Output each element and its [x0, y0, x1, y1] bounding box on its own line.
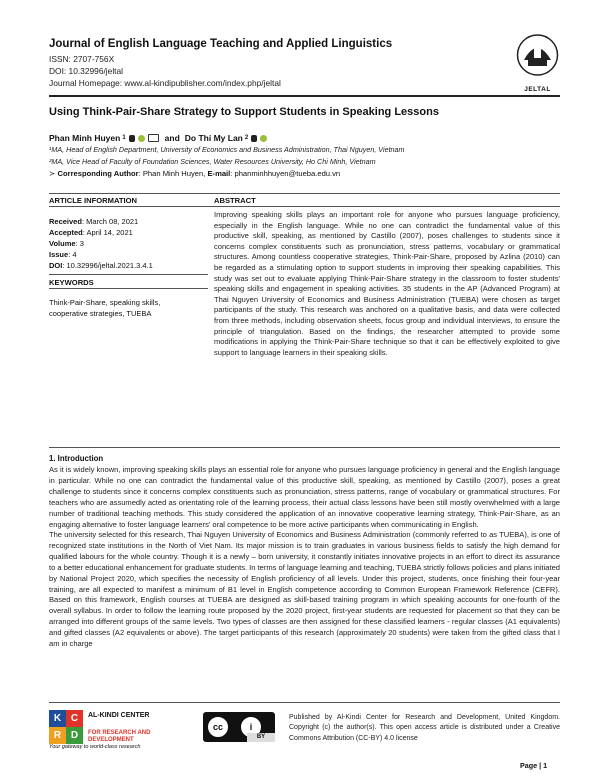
corr-arrow-icon: ≻ — [49, 169, 56, 178]
and-text: and — [164, 133, 180, 143]
corr-email-label: E-mail — [207, 169, 231, 178]
kc-cell-c: C — [66, 710, 83, 727]
keywords-divider-top — [49, 274, 208, 275]
abstract-heading: ABSTRACT — [214, 196, 256, 205]
kc-sub-line-1: FOR RESEARCH AND — [88, 730, 151, 736]
intro-paragraph-1: As it is widely known, improving speaking skills plays an essential role for anyone who pursues language proficiency in general and the English language in particular. While no one can contradict the fundamental value of this productive skill, speaking, as mentioned by Castillo (2007), poses a great challenge to students since it concerns complex constituents such as pronunciation, stress patterns, range of vocabulary or grammatical structures. For teachers who are assumedly acted as orientating role of the learning process, their actual class lessons have been still mostly overwhelmed with a large number of traditional teaching methods. This study considered the application of an innovative cooperative learning strategy, Think-Pair-Share, as an engaging alternative to foster language learners' oral competence to be more active participants when communicating in English. — [49, 465, 560, 529]
corr-name: : Phan Minh Huyen, — [138, 169, 206, 178]
affiliation-1: ¹MA, Head of English Department, University of Economics and Business Administration, Thai Nguyen, Vietnam — [49, 145, 405, 154]
jeltal-logo-icon — [510, 30, 565, 85]
doi-label: DOI — [49, 261, 63, 270]
abstract-text: Improving speaking skills plays an important role for anyone who pursues language proficiency, especially in the English language. While no one can contradict the fundamental value of this productive skill, speaking, as mentioned by Castillo (2007), poses challenges to students since it concerns complex constituents such as pronunciation, stress patterns, vocabulary or grammatical structures. Among countless cooperative strategies, Think-Pair-Share, proposed by Azlina (2010) can be regarded as a stimulating option to support students in improving their speaking capabilities. This study was set out to evaluate applying Think-Pair-Share strategy in the classroom to foster students' speaking skills and engagement in speaking activities. 35 students in the AP (Advanced Program) at Thai Nguyen University of Economics and Business Administration (TUEBA) were chosen as target participants of the study. This research was anchored on a qualitative basis, and data were collected from three methods, including observation sheets, focus group and individual interviews, to ensure the principle of triangulation. Based on the findings, the researcher attempted to provide some modifications in applying the Think-Pair-Share technique so that it can be effectively exploited to give support to language learners in their speaking skills. — [214, 210, 560, 357]
cc-by-label: BY — [247, 733, 275, 742]
doi-value[interactable]: : 10.32996/jeltal.2021.3.4.1 — [62, 261, 153, 270]
author-1-sup: 1 — [122, 135, 126, 141]
journal-issn: ISSN: 2707-756X — [49, 54, 115, 64]
received-label: Received — [49, 217, 82, 226]
cc-by-badge[interactable] — [203, 712, 275, 742]
journal-title: Journal of English Language Teaching and Applied Linguistics — [49, 38, 393, 50]
author-line — [49, 133, 267, 143]
article-meta — [49, 216, 208, 271]
keywords-heading: KEYWORDS — [49, 278, 94, 287]
author-2-sup: 2 — [244, 135, 249, 141]
orcid-icon[interactable] — [260, 135, 267, 142]
author-2: Do Thi My Lan — [184, 133, 243, 143]
person-icon — [129, 135, 135, 142]
corr-email[interactable]: : phanminhhuyen@tueba.edu.vn — [230, 169, 341, 178]
mail-icon[interactable] — [148, 134, 159, 142]
corresponding-author — [49, 169, 340, 178]
received-value: : March 08, 2021 — [81, 217, 139, 226]
cc-icon: cc — [206, 715, 230, 739]
author-1: Phan Minh Huyen — [49, 133, 121, 143]
kc-cell-r: R — [49, 727, 66, 744]
volume-label: Volume — [49, 239, 76, 248]
header-divider — [49, 95, 560, 97]
issue-value: : 4 — [68, 250, 77, 259]
journal-homepage[interactable]: Journal Homepage: www.al-kindipublisher.com/index.php/jeltal — [49, 78, 281, 88]
article-info-heading: ARTICLE INFORMATION — [49, 196, 138, 205]
logo-label: JELTAL — [524, 86, 551, 93]
kc-tagline: Your gateway to world-class research — [49, 744, 141, 750]
person-icon — [251, 135, 257, 142]
kc-sub — [88, 730, 150, 743]
journal-doi: DOI: 10.32996/jeltal — [49, 66, 124, 76]
footer-divider — [49, 702, 560, 703]
keywords-divider-bottom — [49, 288, 208, 289]
intro-heading: 1. Introduction — [49, 454, 104, 463]
affiliation-2: ²MA, Vice Head of Faculty of Foundation Sciences, Water Resources University, Ho Chi Minh, Vietnam — [49, 157, 376, 166]
orcid-icon[interactable] — [138, 135, 145, 142]
accepted-value: : April 14, 2021 — [82, 228, 133, 237]
kc-cell-d: D — [66, 727, 83, 744]
intro-paragraph-2: The university selected for this research, Thai Nguyen University of Economics and Business Administration (commonly referred to as TUEBA), is one of recognized state institutions in the North of Viet Nam. Its major mission is to train graduates in various business fields to satisfy the high demand for qualified labours for the whole country. Though it is a newly – born university, it constantly initiates innovative projects in an effort to direct its assurance to a better educational enhancement for graduate students. In terms of language learning and teaching, TUEBA strictly follows policies and plans initiated by National Project 2020, which specifies the necessity of English proficiency of all levels. Under this project, students, once finishing their four-year training, are all expected to manifest a minimum of B1 level in English competence according to Common European Framework Reference (CEFR). Based on this framework, English courses at TUEBA are designed as skill-based training program in which speaking accounts for one-fourth of the overall syllabus. In order to follow the learning route proposed by the 2020 project, first-year students are requested for placement so that they can be arranged into different groups of the same levels. Two types of classes are then assigned for these classified learners - regular classes (A1 equivalents) and gifted classes (A2 equivalents or above). The target participants of this research (approximately 20 students) were taken from the gifted class that I am in charge — [49, 530, 560, 649]
issue-label: Issue — [49, 250, 69, 259]
section-divider-bottom — [49, 206, 560, 207]
keywords-list: Think-Pair-Share, speaking skills, cooperative strategies, TUEBA — [49, 298, 161, 318]
kc-name: AL-KINDI CENTER — [88, 712, 150, 719]
kc-cell-k: K — [49, 710, 66, 727]
kc-sub-line-2: DEVELOPMENT — [88, 736, 134, 743]
paper-title: Using Think-Pair-Share Strategy to Support Students in Speaking Lessons — [49, 106, 439, 118]
page-number: Page | 1 — [520, 761, 548, 770]
corr-label: Corresponding Author — [57, 169, 139, 178]
person-by-icon: i — [239, 715, 263, 739]
section-divider-top — [49, 193, 560, 194]
license-text: Published by Al-Kindi Center for Research and Development, United Kingdom. Copyright (c) the author(s). This open access article is distributed under a Creative Commons Attribution (CC-BY) 4.0 license — [289, 714, 560, 742]
volume-value: : 3 — [75, 239, 84, 248]
abstract-divider — [49, 447, 560, 448]
accepted-label: Accepted — [49, 228, 83, 237]
